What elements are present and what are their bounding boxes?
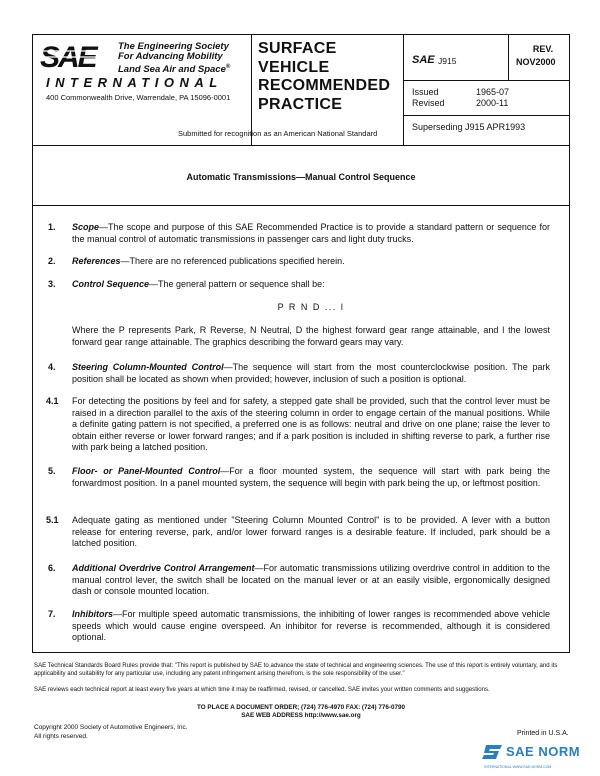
web-address: SAE WEB ADDRESS http://www.sae.org <box>241 712 361 719</box>
section-heading: Scope <box>72 222 100 232</box>
section-number: 4.1 <box>46 396 59 406</box>
section-4-1: For detecting the positions by feel and for safety, a stepped gate shall be provided, such that the control lever must be raised in a direction parallel to the axis of the steering column in order to engage certain of the manual positions. While a definite gating pattern is not specified, a preferred one is as follows: neutral and drive on one plane; raise the lever to obtain either reverse or lower forward ranges; and if a park position is included in shifting reverse to park, a further rise with park being a latched position. <box>72 396 550 453</box>
doc-type <box>258 40 390 114</box>
society-line-3 <box>118 62 230 75</box>
sae-logo <box>38 40 118 72</box>
sae-norm-text: SAE NORM <box>506 744 581 759</box>
copyright-line: All rights reserved. <box>34 732 88 740</box>
section-control-sequence <box>72 279 550 291</box>
section-5-1: Adequate gating as mentioned under "Steering Column Mounted Control" is to be provided. A lever with a button release for entering reverse, park, and/or lower forward ranges is a desirable feature. If included, park should be a latched position. <box>72 515 550 549</box>
superseding-text: Superseding J915 APR1993 <box>412 122 526 132</box>
section-number: 4. <box>48 362 56 372</box>
issued-label: Issued <box>412 87 439 97</box>
section-overdrive <box>72 563 550 598</box>
section-text: —For multiple speed automatic transmissions, the inhibiting of lower ranges is recommended above vehicle speeds which would cause engine overspeed. An inhibitor for reverse is recommended, although it is considered optional. <box>72 609 550 643</box>
policy-text-1: SAE Technical Standards Board Rules provide that: "This report is published by SAE to advance the state of technical and engineering sciences. The use of this report is entirely voluntary, and its applicability and suitability for any particular use, including any patent infringement arising therefrom, is the sole responsibility of the user." <box>34 662 558 677</box>
section-text: —There are no referenced publications specified herein. <box>120 256 345 266</box>
doc-type-line: RECOMMENDED <box>258 77 391 94</box>
header-divider <box>403 80 569 81</box>
section-steering-column <box>72 362 550 385</box>
copyright-line: Copyright 2000 Society of Automotive Engineers, Inc. <box>34 724 188 731</box>
revised-value: 2000-11 <box>476 98 509 108</box>
header-divider <box>403 35 404 145</box>
sae-logo-text: SAE <box>40 41 96 72</box>
header-divider <box>403 115 569 116</box>
section-heading: Additional Overdrive Control Arrangement <box>72 563 255 573</box>
sae-norm-subtext: INTERNATIONAL WWW.SAE-NORM.COM <box>484 765 552 769</box>
section-text: —The scope and purpose of this SAE Recommended Practice is to provide a standard pattern or sequence for the manual control of automatic transmissions in passenger cars and light duty trucks. <box>72 222 550 244</box>
rev-value: NOV2000 <box>516 57 556 67</box>
society-line-2: For Advancing Mobility <box>118 51 223 62</box>
section-number: 2. <box>48 256 56 266</box>
section-heading: Control Sequence <box>72 279 150 289</box>
header-divider <box>508 35 509 81</box>
small-sae-logo: SAE <box>412 54 435 66</box>
doc-number: J915 <box>438 56 457 66</box>
society-line-3-text: Land Sea Air and Space <box>118 64 226 76</box>
section-scope <box>72 222 550 245</box>
section-floor-panel <box>72 466 550 489</box>
printed-in: Printed in U.S.A. <box>517 730 569 737</box>
international-text: INTERNATIONAL <box>46 75 223 90</box>
address-text: 400 Commonwealth Drive, Warrendale, PA 15096-0001 <box>46 93 231 102</box>
section-number: 3. <box>48 279 56 289</box>
section-number: 1. <box>48 222 56 232</box>
copyright <box>34 724 188 741</box>
revised-label: Revised <box>412 98 445 108</box>
section-text: —For automatic transmissions utilizing overdrive control in addition to the manual control lever, the switch shall be located on the manual lever or at an easily visible, ergonomically designed dash or console mounted location. <box>72 563 550 597</box>
section-number: 5.1 <box>46 515 59 525</box>
section-references <box>72 256 550 268</box>
section-heading: Inhibitors <box>72 609 113 619</box>
doc-type-line: SURFACE <box>258 40 337 57</box>
submitted-text: Submitted for recognition as an American National Standard <box>178 129 378 138</box>
section-number: 5. <box>48 466 56 476</box>
doc-type-line: PRACTICE <box>258 95 343 113</box>
policy-text-2: SAE reviews each technical report at least every five years at which time it may be reaffirmed, revised, or cancelled. SAE invites your written comments and suggestions. <box>34 686 490 693</box>
section-number: 6. <box>48 563 56 573</box>
gear-sequence: P R N D ... l <box>277 302 345 312</box>
section-heading: Floor- or Panel-Mounted Control <box>72 466 221 476</box>
section-heading: Steering Column-Mounted Control <box>72 362 224 372</box>
section-inhibitors <box>72 609 550 644</box>
section-text: —The general pattern or sequence shall be: <box>149 279 325 289</box>
section-text: —For a floor mounted system, the sequence will start with park being the forwardmost position. In a panel mounted system, the sequence will begin with park being the up, or leftmost position. <box>72 466 550 488</box>
order-info: TO PLACE A DOCUMENT ORDER; (724) 776-4970 FAX: (724) 776-0790 <box>197 704 405 711</box>
sae-norm-logo-icon <box>482 741 506 768</box>
doc-type-line: VEHICLE <box>258 58 330 76</box>
document-title: Automatic Transmissions—Manual Control Sequence <box>186 172 416 182</box>
section-heading: References <box>72 256 121 266</box>
section-number: 7. <box>48 609 56 619</box>
sequence-explanation: Where the P represents Park, R Reverse, N Neutral, D the highest forward gear range attainable, and l the lowest forward gear range attainable. The graphics describing the forward gears may vary. <box>72 325 550 347</box>
registered-mark: ® <box>225 64 231 70</box>
issued-value: 1965-07 <box>476 87 510 97</box>
rev-label: REV. <box>532 44 554 54</box>
section-text: —The sequence will start from the most counterclockwise position. The park position shall be located as shown when provided; however, inclusion of such a position is optional. <box>72 362 550 384</box>
society-line-1: The Engineering Society <box>118 41 229 52</box>
